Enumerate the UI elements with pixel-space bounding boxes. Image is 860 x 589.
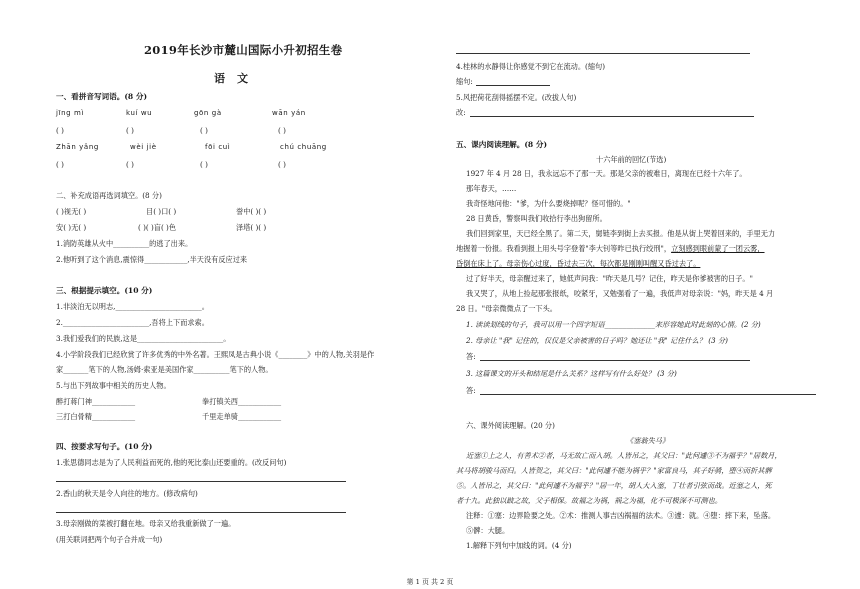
answer-blank[interactable]: ( ) [278,126,286,135]
notes-line: 注释：①塞：边界险要之处。②术：推测人事吉凶祸福的法术。③遽：就。④堕：摔下来，坠落。 [466,511,776,520]
pinyin-5: Zhān yǎng [56,143,99,151]
passage-line: 者十九。此独以跛之故，父子相保。故福之为祸，祸之为福，化不可极深不可测也。 [456,496,722,505]
pinyin-2: kuí wu [126,109,153,117]
answer-label: 答: [466,386,476,395]
passage-line: 我奇怪地问他："爹，为什么要烧掉呢？怪可惜的。" [466,199,631,208]
section-3-title: 三、根据提示填空。(10 分) [56,286,153,295]
answer-label: 改: [456,108,466,117]
question-text: 1.非淡泊无以明志,________________________。 [56,302,209,311]
question-text: 3.我们爱我们的民族,这是________________________。 [56,334,231,343]
answer-label: 答: [466,352,476,361]
subject-title: 语文 [214,72,260,85]
passage-line: 28 日黄昏，警察叫我们收拾行李出狗留所。 [466,214,607,223]
passage-line: 我又哭了，从地上捡起那张报纸，咬紧牙，又勉强看了一遍，我低声对母亲说："妈，昨天是 4 月 [466,289,774,298]
passage-line: 28 日。"母亲微微点了一下头。 [456,304,557,313]
section-1-title: 一、看拼音写词语。(8 分) [56,92,148,101]
idiom-4: 安( )无( ) [56,223,87,232]
question-text: 2.他听到了这个消息,震惊得____________,半天没有反应过来 [56,255,248,264]
answer-blank[interactable]: ( ) [56,126,64,135]
question-text: 2.香山的秋天是令人向往的地方。(修改病句) [56,489,198,498]
question-text: 家_______笔下的人物,汤姆·索亚是美国作家__________笔下的人物。 [56,365,273,374]
question-text: 4.桂林的水静得让你感觉不到它在流动。(缩句) [456,62,606,71]
passage-line [456,244,765,253]
passage-title: 十六年前的回忆(节选) [596,155,667,164]
answer-line[interactable] [480,360,750,361]
person-blank-1: 醉打蒋门神____________ [56,397,136,406]
pinyin-3: gōn gà [194,109,222,117]
passage-line: 过了好半天，母亲醒过来了，她低声问我："昨天是几号？记住，昨天是你爹被害的日子。" [466,274,753,283]
question-text: 2. 母亲让 "我" 记住的，仅仅是父亲被害的日子吗？她还让 "我" 记住什么？ (3 分) [466,336,728,345]
pinyin-4: wān yán [272,109,306,117]
answer-blank[interactable]: ( ) [126,126,134,135]
answer-line[interactable] [470,116,754,117]
passage-text: 地握着一份报。我看到报上用头号字登着"李大钊等昨已执行绞刑"， [456,244,672,253]
answer-line[interactable] [480,394,816,395]
question-text: 1.解释下列句中加线的词。(4 分) [466,541,572,550]
section-5-title: 五、课内阅读理解。(8 分) [456,140,548,149]
passage-line: ⑤。人皆吊之，其父曰："此何遽不为福乎？"居一年，胡人大入塞，丁壮者引弦而战。近塞之人，死 [456,481,772,490]
pinyin-7: fōi cuì [205,143,231,151]
section-6-title: 六、课外阅读理解。(20 分) [466,421,555,430]
passage-line: 那年春天，…… [466,184,517,193]
question-text: 5.风把荷花刮得摇摆不定。(改拔人句) [456,93,577,102]
pinyin-1: jīng mì [56,109,84,117]
passage-line: 我们回到家里，天已经全黑了。第二天，舅链李到街上去买报。他是从街上哭着回来的，手里无力 [466,229,776,238]
answer-line[interactable] [476,85,550,86]
answer-blank[interactable]: ( ) [200,160,208,169]
notes-line: ⑤髀：大腿。 [466,526,510,535]
pinyin-8: chú chuāng [280,143,327,151]
answer-blank[interactable]: ( ) [278,160,286,169]
person-blank-3: 三打白骨精____________ [56,412,136,421]
passage-line: 近塞①上之人，有善术②者，马无故亡而入胡。人皆吊之，其父曰："此何遽③不为福乎？"居数月， [466,451,782,460]
person-blank-4: 千里走单骑____________ [202,412,282,421]
question-text: 5.与出下列故事中相关的历史人物。 [56,381,171,390]
idiom-3: 誉中( )( ) [236,207,267,216]
underlined-sentence: 立刻感到眼前蒙了一团云雾， [671,244,765,253]
question-text: 1. 读读划线的句子，我可以用一个四字短语______________来形容她此时此刻的心情。(2 分) [466,320,761,329]
answer-blank[interactable]: ( ) [200,126,208,135]
passage-line: 其马将胡骏马而归。人皆贺之，其父曰："此何遽不能为祸乎？"家富良马，其子好骑，堕④而折其髀 [456,466,772,475]
answer-line[interactable] [456,53,750,54]
pinyin-6: wèi jiè [130,143,157,151]
page-footer: 第 1 页 共 2 页 [406,578,454,586]
question-text: 3. 这篇课文的开头和结尾是什么关系？这样写有什么好处？ (3 分) [466,369,677,378]
idiom-5: ( )( )盲( )色 [138,223,177,232]
answer-blank[interactable]: ( ) [56,160,64,169]
question-note: (用关联词把两个句子合并成一句) [56,535,163,544]
underlined-sentence: 昏倒在床上了。母亲伤心过度，昏过去三次，每次都是刚刚叫醒又昏过去了。 [456,259,701,268]
idiom-1: ( )视无( ) [56,207,87,216]
question-text: 3.母亲刚做的菜被打翻在地。母亲又给我重新做了一遍。 [56,519,236,528]
answer-line[interactable] [56,481,346,482]
section-4-title: 四、按要求写句子。(10 分) [56,442,153,451]
section-2-title: 二、补充成语再选词填空。(8 分) [56,191,162,200]
answer-line[interactable] [56,512,346,513]
exam-title: 2019年长沙市麓山国际小升初招生卷 [144,43,343,57]
question-text: 1.张思德同志是为了人民利益而死的,他的死比泰山还要重的。(改反问句) [56,458,287,467]
idiom-2: 目( )口( ) [146,207,177,216]
answer-blank[interactable]: ( ) [126,160,134,169]
idiom-6: 泽塔( )( ) [236,223,267,232]
answer-label: 缩句: [456,77,473,86]
question-text: 2.________________________,吾将上下而求索。 [56,318,209,327]
question-text: 4.小学阶段我们已经欣赏了许多优秀的中外名著。王熙凤是古典小说《________》中的人物,关羽是作 [56,350,375,359]
person-blank-2: 拳打镇关西____________ [202,397,282,406]
question-text: 1.消防英雄从火中__________的逃了出来。 [56,239,193,248]
passage-line: 1927 年 4 月 28 日，我永远忘不了那一天。那是父亲的被难日，离现在已经十六年了。 [466,169,747,178]
passage-title: 《塞翁失马》 [626,436,670,445]
